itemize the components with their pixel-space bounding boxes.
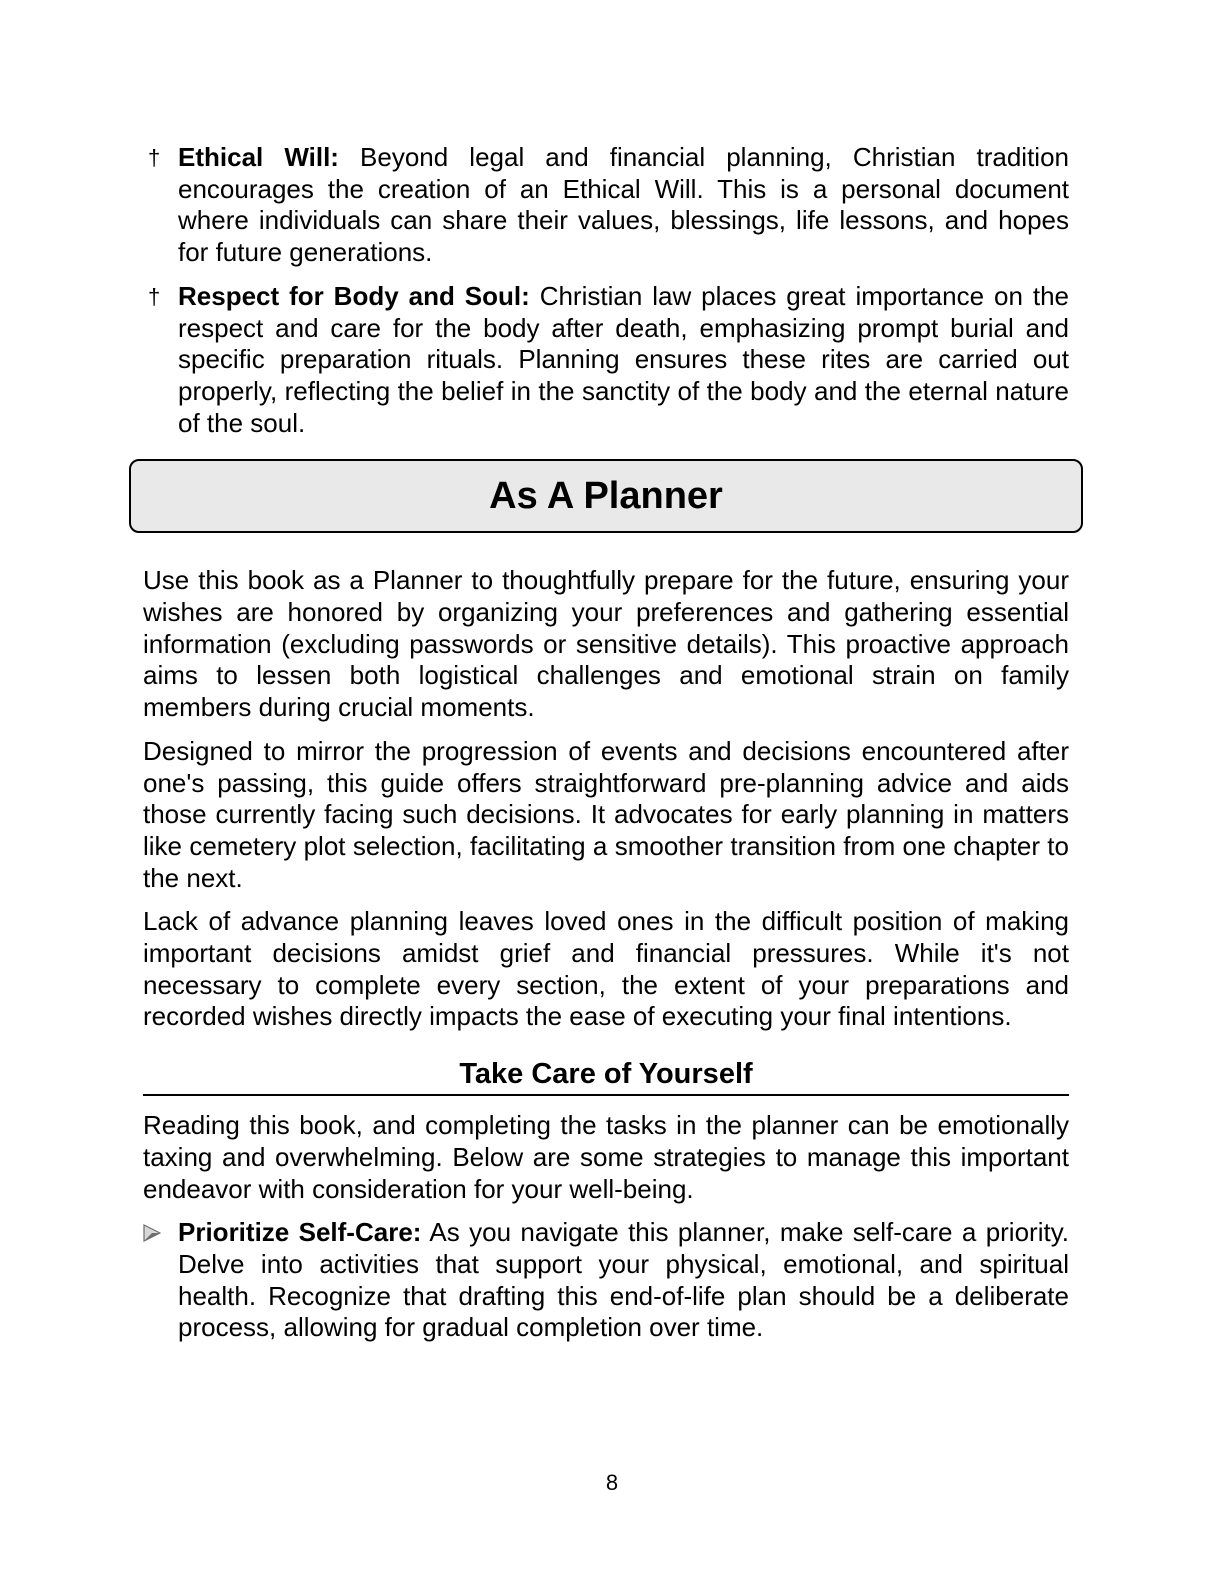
- self-care-intro: Reading this book, and completing the tasks in the planner can be emotionally taxing and overwhelming. Below are some strategies to manage this important endeavor with consideration for your well-being.: [143, 1110, 1069, 1204]
- arrow-bullet-icon: [143, 1224, 161, 1242]
- bullet-lead: Respect for Body and Soul:: [178, 280, 530, 311]
- bullet-text: Christian law places great importance on the respect and care for the body after death, emphasizing prompt burial and specific preparation rituals. Planning ensures these rites are carried out properly, reflecting the belief in the sanctity of the body and the eternal nature of the soul.: [178, 280, 1069, 438]
- page-content: [143, 142, 1069, 1356]
- bullet-lead: Prioritize Self-Care:: [178, 1217, 422, 1248]
- bullet-text: Beyond legal and financial planning, Christian tradition encourages the creation of an Ethical Will. This is a personal document where individuals can share their values, blessings, life lessons, and hopes for future generations.: [178, 142, 1069, 268]
- cross-bullet-icon: †: [148, 283, 161, 309]
- bullet-prioritize-self-care: [143, 1217, 1069, 1344]
- section-title: As A Planner: [489, 475, 723, 518]
- section-title-box: [129, 459, 1083, 533]
- bullet-respect-body-soul: [143, 281, 1069, 440]
- cross-bullet-icon: †: [148, 145, 161, 170]
- faith-bullet-list: [143, 142, 1069, 439]
- subsection-title: Take Care of Yourself: [143, 1057, 1069, 1096]
- self-care-bullet-list: [143, 1217, 1069, 1344]
- page-number: 8: [605, 1470, 619, 1495]
- planner-paragraph-3: Lack of advance planning leaves loved ones in the difficult position of making important decisions amidst grief and financial pressures. While it's not necessary to complete every section, the extent of your preparations and recorded wishes directly impacts the ease of executing your final intentions.: [143, 906, 1069, 1032]
- bullet-lead: Ethical Will:: [178, 142, 339, 172]
- planner-paragraph-2: Designed to mirror the progression of events and decisions encountered after one's passing, this guide offers straightforward pre-planning advice and aids those currently facing such decisions. It advocates for early planning in matters like cemetery plot selection, facilitating a smoother transition from one chapter to the next.: [143, 735, 1069, 893]
- bullet-ethical-will: [143, 142, 1069, 269]
- bullet-text: As you navigate this planner, make self-care a priority. Delve into activities that support your physical, emotional, and spiritual health. Recognize that drafting this end-of-life plan should be a deliberate process, allowing for gradual completion over time.: [178, 1217, 1069, 1343]
- planner-paragraph-1: Use this book as a Planner to thoughtfully prepare for the future, ensuring your wishes are honored by organizing your preferences and gathering essential information (excluding passwords or sensitive details). This proactive approach aims to lessen both logistical challenges and emotional strain on family members during crucial moments.: [143, 565, 1069, 723]
